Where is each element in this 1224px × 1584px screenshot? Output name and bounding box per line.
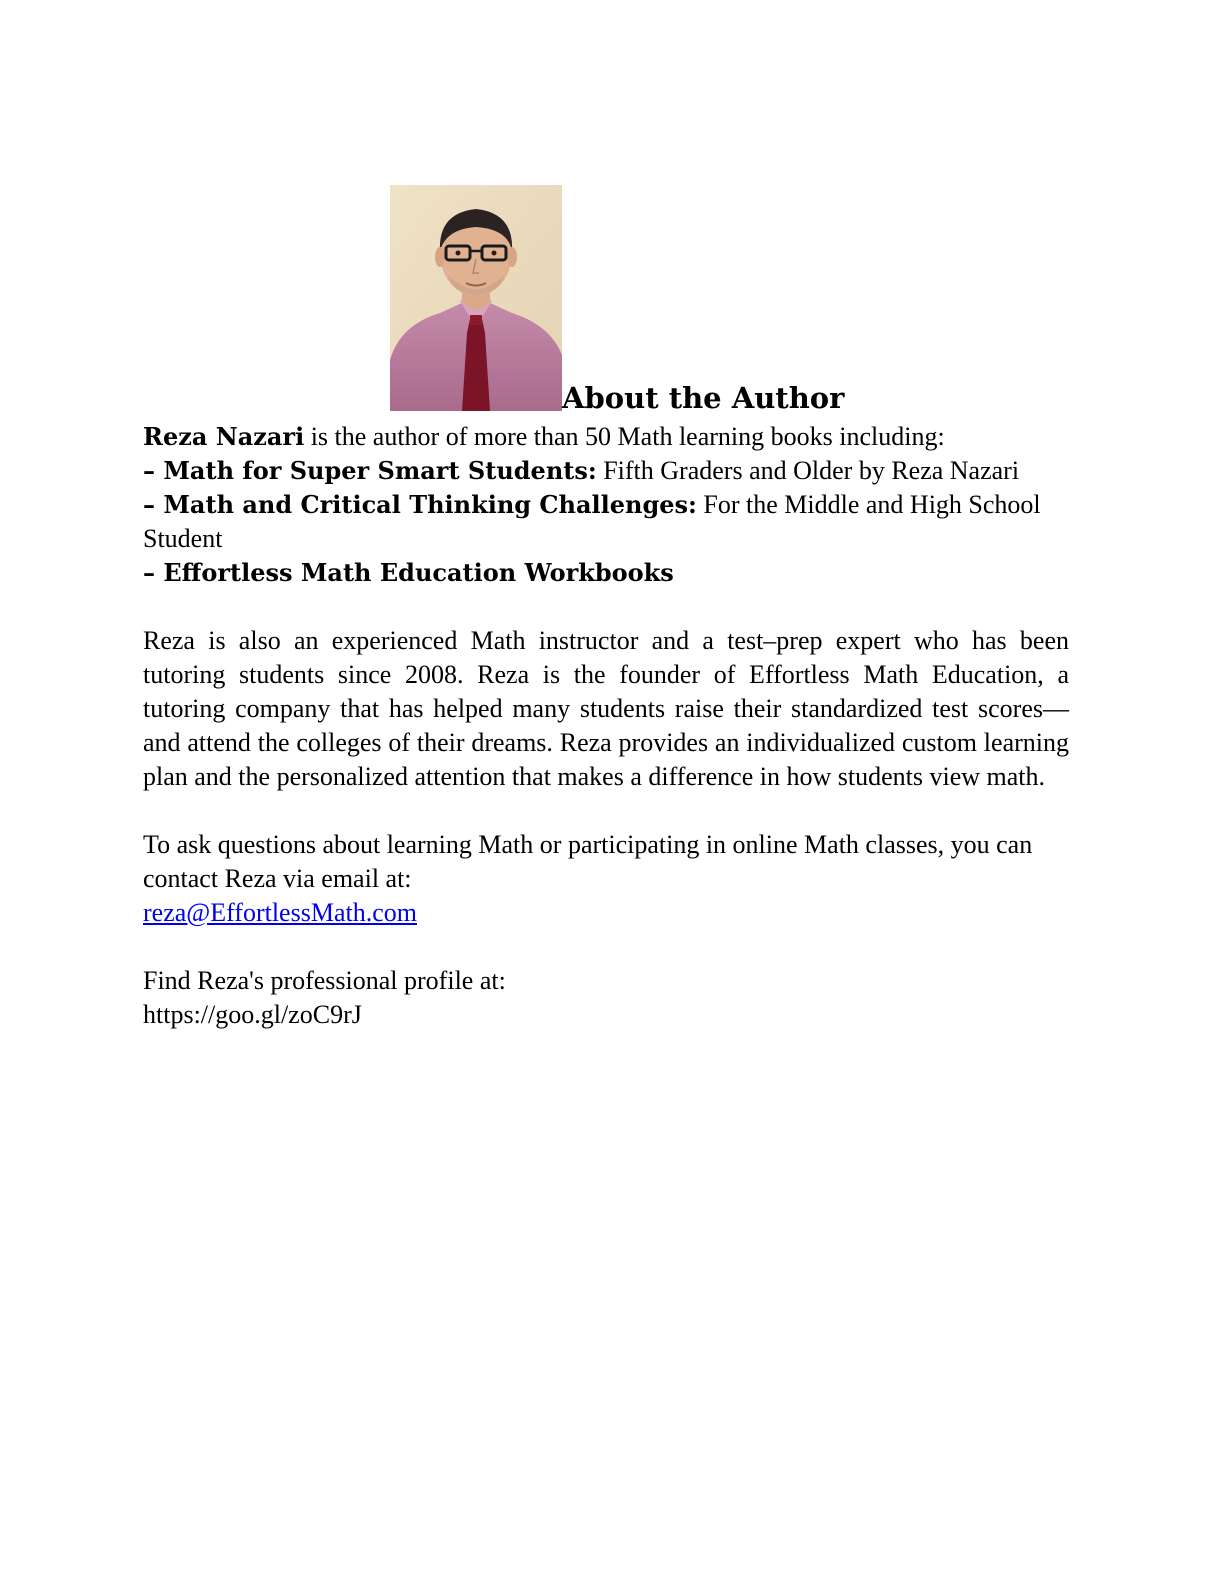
book-subtitle: Fifth Graders and Older by Reza Nazari bbox=[596, 456, 1020, 485]
book-title: Effortless Math Education Workbooks bbox=[163, 558, 674, 587]
author-portrait-photo bbox=[390, 185, 562, 411]
bio-paragraph: Reza is also an experienced Math instructor and a test–prep expert who has been tutoring students since 2008. Reza is the founder of Effortless Math Education, a tutoring company that has helped many students raise their standardized test scores—and attend the colleges of their dreams. Reza provides an individualized custom learning plan and the personalized attention that makes a difference in how students view math. bbox=[143, 626, 1069, 791]
book-list-item bbox=[143, 556, 1069, 590]
profile-url: https://goo.gl/zoC9rJ bbox=[143, 1000, 362, 1029]
page-title: About the Author bbox=[562, 381, 845, 415]
book-title: Math for Super Smart Students: bbox=[163, 456, 597, 485]
paragraph-spacer bbox=[143, 794, 1069, 828]
header-row bbox=[390, 185, 845, 415]
intro-text: is the author of more than 50 Math learning books including: bbox=[304, 422, 945, 451]
author-name: Reza Nazari bbox=[143, 422, 305, 451]
paragraph-spacer bbox=[143, 590, 1069, 624]
book-dash: – bbox=[143, 490, 164, 519]
email-line bbox=[143, 896, 1069, 930]
author-bio-section bbox=[143, 420, 1069, 1032]
book-title: Math and Critical Thinking Challenges: bbox=[163, 490, 697, 519]
profile-paragraph: Find Reza's professional profile at: bbox=[143, 966, 506, 995]
intro-paragraph bbox=[143, 420, 1069, 454]
contact-paragraph: To ask questions about learning Math or participating in online Math classes, you can contact Reza via email at: bbox=[143, 830, 1033, 893]
email-link[interactable]: reza@EffortlessMath.com bbox=[143, 898, 417, 927]
book-subtitle: For the Middle and High School Student bbox=[143, 490, 1041, 553]
book-dash: – bbox=[143, 456, 164, 485]
paragraph-spacer bbox=[143, 930, 1069, 964]
book-list-item bbox=[143, 488, 1069, 556]
book-dash: – bbox=[143, 558, 164, 587]
book-list-item bbox=[143, 454, 1069, 488]
